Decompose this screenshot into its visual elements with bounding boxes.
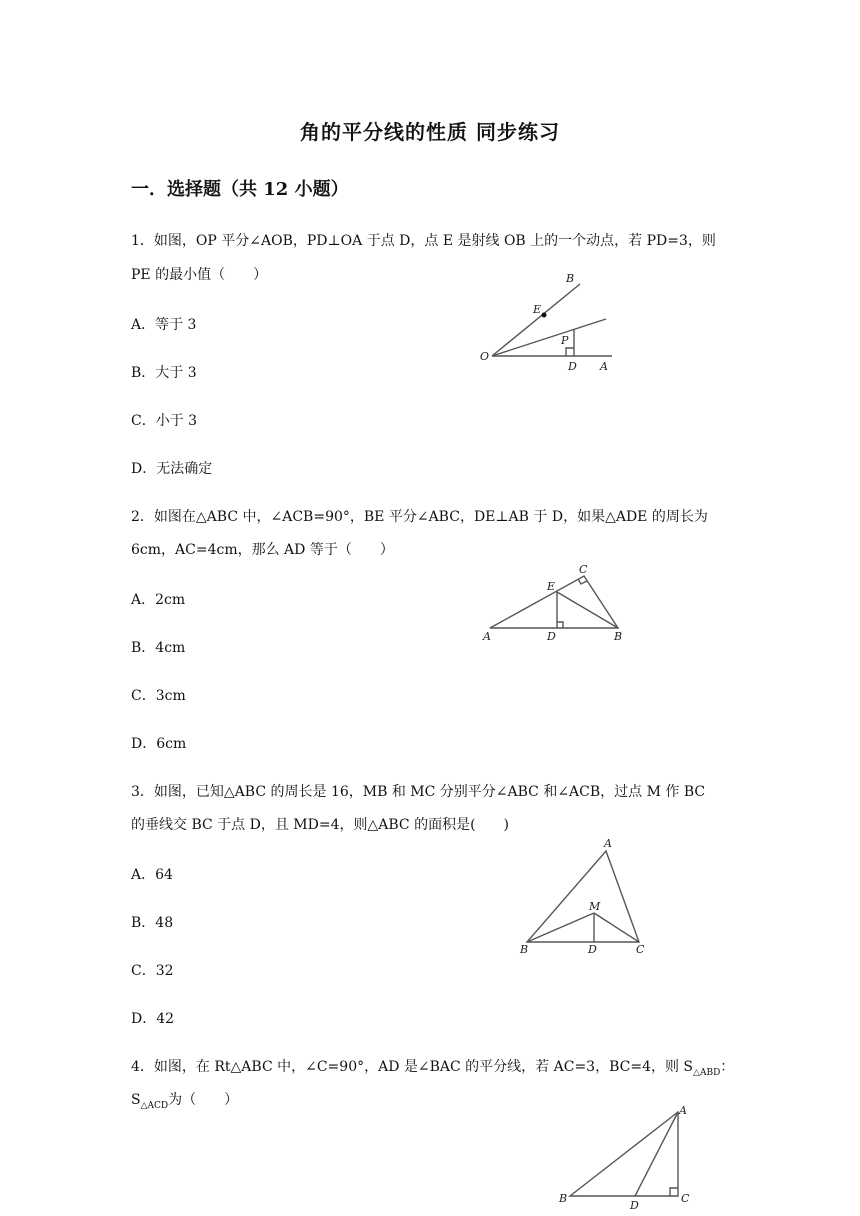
label-m: M [589, 900, 601, 913]
label-b: B [559, 1192, 568, 1205]
label-p: P [561, 334, 569, 347]
label-b: B [520, 943, 529, 956]
label-o: O [480, 350, 490, 363]
question-3-option-a: A．64 [131, 867, 173, 883]
question-2-option-b: B．4cm [131, 640, 186, 656]
question-2-option-d: D．6cm [131, 736, 187, 752]
question-3-option-c: C．32 [131, 963, 174, 979]
question-1-option-d: D．无法确定 [131, 461, 213, 477]
question-1-option-b: B．大于 3 [131, 365, 197, 381]
label-e: E [533, 303, 542, 316]
question-3-stem-line1: 3．如图，已知△ABC 的周长是 16，MB 和 MC 分别平分∠ABC 和∠ACB，过点 M 作 BC [131, 784, 706, 800]
label-c: C [636, 943, 645, 956]
segment-be [557, 592, 618, 628]
question-4-subscript-abd: △ABD [693, 1067, 721, 1078]
label-d: D [630, 1199, 639, 1212]
segment-ad [635, 1112, 678, 1196]
label-a: A [604, 837, 612, 850]
label-e: E [547, 580, 556, 593]
question-1-option-a: A．等于 3 [131, 317, 197, 333]
segment-mb [527, 913, 594, 942]
label-b: B [566, 272, 575, 285]
label-a: A [679, 1104, 687, 1117]
page-title: 角的平分线的性质 同步练习 [300, 120, 560, 144]
question-3-stem-line2: 的垂线交 BC 于点 D，且 MD=4，则△ABC 的面积是( ) [131, 817, 509, 833]
question-4-stem-suffix: 为（ ） [168, 1092, 239, 1108]
question-3-option-b: B．48 [131, 915, 174, 931]
right-angle-mark-d [557, 622, 563, 628]
question-1-figure [470, 268, 620, 378]
label-a: A [600, 360, 608, 373]
question-3-option-d: D．42 [131, 1011, 175, 1027]
label-c: C [681, 1192, 690, 1205]
question-2-stem-line2: 6cm，AC=4cm，那么 AD 等于（ ） [131, 542, 394, 558]
segment-mc [594, 913, 639, 942]
question-4-subscript-acd: △ACD [140, 1100, 169, 1111]
question-2-figure [475, 560, 635, 650]
triangle-abc [527, 851, 639, 942]
question-1-option-c: C．小于 3 [131, 413, 198, 429]
question-1-stem-line2: PE 的最小值（ ） [131, 267, 268, 283]
question-2-option-a: A．2cm [131, 592, 186, 608]
question-4-colon: ： [720, 1059, 735, 1075]
right-angle-mark [566, 348, 574, 356]
question-4-figure [550, 1098, 710, 1214]
label-d: D [547, 630, 556, 643]
question-2-option-c: C．3cm [131, 688, 186, 704]
label-d: D [568, 360, 577, 373]
question-1-stem-line1: 1．如图，OP 平分∠AOB，PD⊥OA 于点 D，点 E 是射线 OB 上的一个动点，若 PD=3，则 [131, 233, 716, 249]
label-a: A [483, 630, 491, 643]
question-3-figure [510, 835, 660, 960]
section-heading: 一．选择题（共 12 小题） [131, 179, 349, 200]
ray-op [492, 319, 606, 356]
question-2-stem-line1: 2．如图在△ABC 中，∠ACB=90°，BE 平分∠ABC，DE⊥AB 于 D，如果△ADE 的周长为 [131, 509, 708, 525]
label-c: C [579, 563, 588, 576]
question-4-stem-line2 [131, 1090, 238, 1116]
triangle-abc [570, 1112, 678, 1196]
label-b: B [614, 630, 623, 643]
label-d: D [588, 943, 597, 956]
point-e [542, 313, 547, 318]
question-4-stem-text: 4．如图，在 Rt△ABC 中，∠C=90°，AD 是∠BAC 的平分线，若 AC=3，BC=4，则 S [131, 1059, 694, 1075]
question-4-stem-line1 [131, 1057, 734, 1083]
question-4-s-label: S [131, 1092, 141, 1108]
right-angle-mark-c [670, 1188, 678, 1196]
